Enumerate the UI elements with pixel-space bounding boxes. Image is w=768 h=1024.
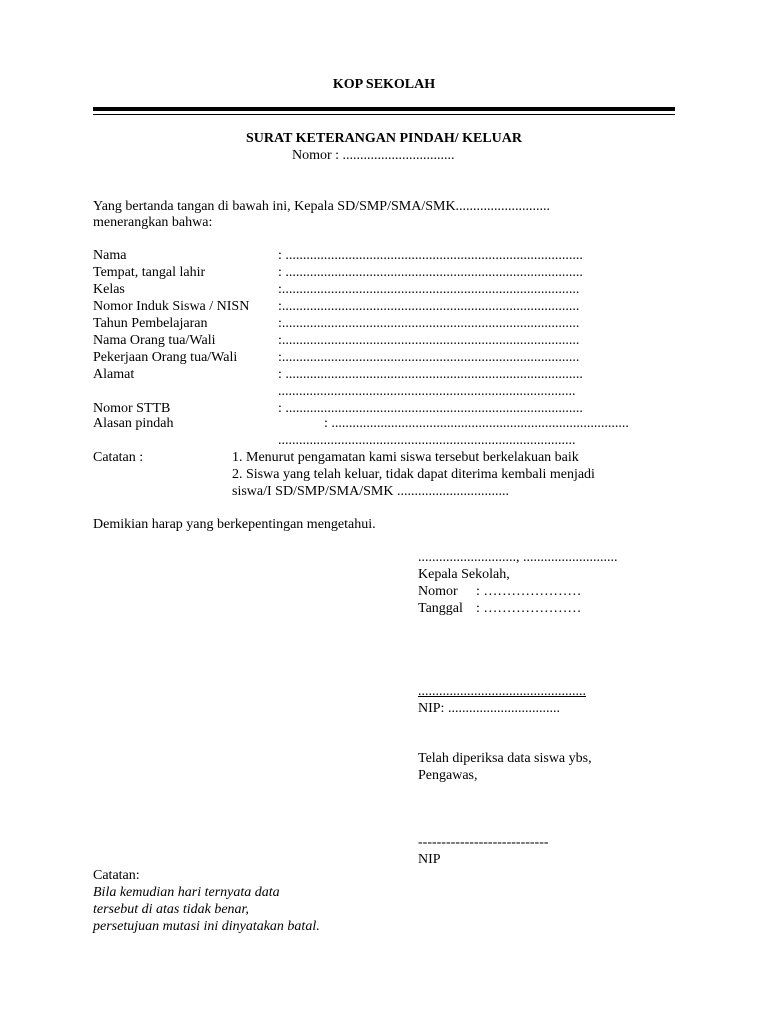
field-label-kelas: Kelas bbox=[93, 282, 125, 297]
principal-date-label: Tanggal bbox=[418, 601, 463, 616]
field-label-pekerjaan: Pekerjaan Orang tua/Wali bbox=[93, 350, 238, 365]
document-number: Nomor : ................................ bbox=[292, 148, 455, 163]
principal-date-value: : ………………… bbox=[476, 601, 582, 616]
footer-note-line-1: Bila kemudian hari ternyata data bbox=[93, 885, 280, 900]
field-label-ortu: Nama Orang tua/Wali bbox=[93, 333, 216, 348]
field-label-nisn: Nomor Induk Siswa / NISN bbox=[93, 299, 250, 314]
field-label-tahun: Tahun Pembelajaran bbox=[93, 316, 208, 331]
field-value-pekerjaan: :..................................................................................... bbox=[278, 350, 580, 365]
field-value-sttb: : ..................................................................................... bbox=[278, 401, 583, 416]
principal-nip: NIP: ................................ bbox=[418, 701, 560, 716]
field-label-birth: Tempat, tangal lahir bbox=[93, 265, 206, 280]
footer-note-label: Catatan: bbox=[93, 868, 140, 883]
notes-label: Catatan : bbox=[93, 450, 144, 465]
field-value-alamat-continuation: ..................................................................................... bbox=[278, 384, 576, 399]
supervisor-check-line: Telah diperiksa data siswa ybs, bbox=[418, 751, 592, 766]
footer-note-line-3: persetujuan mutasi ini dinyatakan batal. bbox=[93, 919, 320, 934]
field-value-kelas: :..................................................................................... bbox=[278, 282, 580, 297]
school-letterhead: KOP SEKOLAH bbox=[332, 77, 436, 92]
letterhead-thick-rule bbox=[93, 107, 675, 111]
field-value-nama: : ..................................................................................... bbox=[278, 248, 583, 263]
footer-note-line-2: tersebut di atas tidak benar, bbox=[93, 902, 249, 917]
field-value-alamat: : ..................................................................................... bbox=[278, 367, 583, 382]
principal-number-label: Nomor bbox=[418, 584, 458, 599]
letterhead-thin-rule bbox=[93, 114, 675, 115]
document-title: SURAT KETERANGAN PINDAH/ KELUAR bbox=[245, 131, 522, 146]
field-label-nama: Nama bbox=[93, 248, 127, 263]
field-label-alamat: Alamat bbox=[93, 367, 135, 382]
notes-item-2-line-1: 2. Siswa yang telah keluar, tidak dapat diterima kembali menjadi bbox=[232, 467, 595, 482]
field-value-alasan: : ..................................................................................... bbox=[324, 416, 629, 431]
notes-item-1: 1. Menurut pengamatan kami siswa tersebut berkelakuan baik bbox=[232, 450, 579, 465]
principal-role: Kepala Sekolah, bbox=[418, 567, 510, 582]
field-value-tahun: :..................................................................................... bbox=[278, 316, 580, 331]
field-value-ortu: :..................................................................................... bbox=[278, 333, 580, 348]
notes-item-2-line-2: siswa/I SD/SMP/SMA/SMK ................................ bbox=[232, 484, 509, 499]
intro-line-2: menerangkan bahwa: bbox=[93, 215, 213, 230]
principal-signature-line: ................................................ bbox=[418, 684, 586, 699]
intro-line-1: Yang bertanda tangan di bawah ini, Kepala SD/SMP/SMA/SMK........................... bbox=[93, 199, 551, 214]
closing-statement: Demikian harap yang berkepentingan mengetahui. bbox=[93, 517, 376, 532]
supervisor-role: Pengawas, bbox=[418, 768, 478, 783]
field-value-birth: : ..................................................................................... bbox=[278, 265, 583, 280]
place-date: ............................, ........................... bbox=[418, 550, 618, 565]
supervisor-signature-line: ---------------------------- bbox=[418, 835, 549, 850]
field-value-alasan-continuation: ..................................................................................... bbox=[278, 433, 576, 448]
supervisor-nip: NIP bbox=[418, 852, 441, 867]
field-label-sttb: Nomor STTB bbox=[93, 401, 171, 416]
field-value-nisn: :..................................................................................... bbox=[278, 299, 580, 314]
field-label-alasan: Alasan pindah bbox=[93, 416, 174, 431]
principal-number-value: : ………………… bbox=[476, 584, 582, 599]
